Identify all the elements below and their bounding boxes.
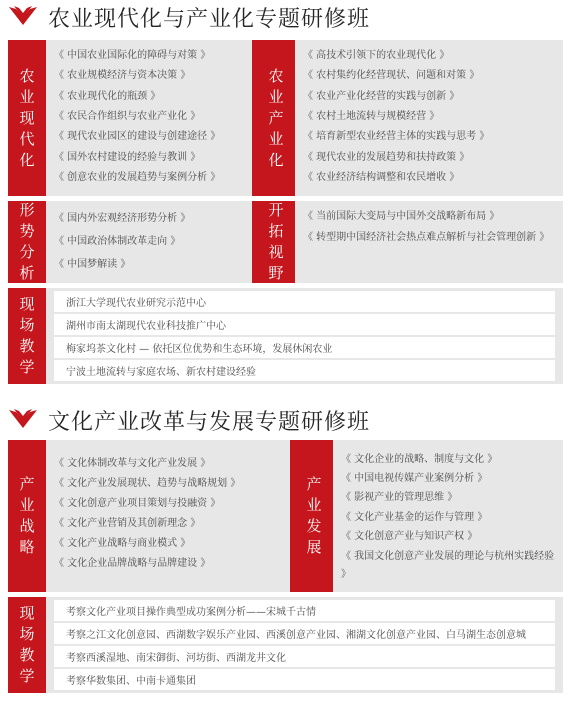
list-item: 《 影视产业的管理思维 》 <box>341 492 458 504</box>
table-row: 宁波土地流转与家庭农场、新农村建设经验 <box>54 360 555 381</box>
list-item: 《 中国农业国际化的障碍与对策 》 <box>54 50 211 62</box>
list-item: 《 农业经济结构调整和农民增收 》 <box>303 171 460 183</box>
list-item: 《 文化产业基金的运作与管理 》 <box>341 511 488 523</box>
list-item: 《 高技术引领下的农业现代化 》 <box>303 50 450 62</box>
list-item: 《 当前国际大变局与中国外交战略新布局 》 <box>303 211 500 222</box>
list-item: 《 中国梦解读 》 <box>54 259 131 271</box>
table-row: 浙江大学现代农业研究示范中心 <box>54 291 555 312</box>
list-item: 《 中国政治体制改革走向 》 <box>54 235 181 247</box>
section2-header <box>0 405 370 435</box>
block-modernization <box>8 40 252 196</box>
list-item: 《 我国文化创意产业发展的理论与杭州实践经验 》 <box>341 551 555 581</box>
table-row: 梅家坞茶文化村 — 依托区位优势和生态环境，发展休闲农业 <box>54 337 555 358</box>
block-field-culture-rows <box>54 600 555 690</box>
list-item: 《 农业规模经济与资本决策 》 <box>54 70 191 82</box>
list-item: 《 创意农业的发展趋势与案例分析 》 <box>54 171 221 183</box>
block-field-culture-label: 现 场 教 学 <box>8 597 46 693</box>
table-row: 考察之江文化创意园、西湖数字娱乐产业园、西溪创意产业园、湘湖文化创意产业园、白马湖生态创意城 <box>54 623 555 644</box>
list-item: 《 文化企业品牌战略与品牌建设 》 <box>54 558 211 569</box>
block-situation-label: 形 势 分 析 <box>8 201 46 283</box>
block-industrialization <box>257 40 563 196</box>
block-development <box>295 440 563 592</box>
block-vision-list <box>303 209 549 269</box>
list-item: 《 文化创意产业与知识产权 》 <box>341 530 478 542</box>
list-item: 《 现代农业的发展趋势和扶持政策 》 <box>303 151 470 163</box>
block-strategy <box>8 440 290 592</box>
list-item: 《 文化体制改革与文化产业发展 》 <box>54 458 211 469</box>
list-item: 《 文化企业的战略、制度与文化 》 <box>341 453 498 465</box>
list-item: 《 国外农村建设的经验与教训 》 <box>54 151 201 163</box>
list-item: 《 转型期中国经济社会热点难点解析与社会管理创新 》 <box>303 232 550 243</box>
list-item: 《 农业产业化经营的实践与创新 》 <box>303 90 460 102</box>
block-situation <box>8 201 252 283</box>
list-item: 《 农村土地流转与规模经营 》 <box>303 110 440 122</box>
list-item: 《 农民合作组织与农业产业化 》 <box>54 110 201 122</box>
list-item: 《 文化创意产业项目策划与投融资 》 <box>54 498 221 509</box>
block-development-list <box>341 450 555 586</box>
block-strategy-list <box>54 454 286 574</box>
block-vision-label: 开 拓 视 野 <box>257 201 295 283</box>
list-item: 《 农业现代化的瓶颈 》 <box>54 90 161 102</box>
block-industrialization-label: 农 业 产 业 化 <box>257 40 295 196</box>
block-vision <box>257 201 563 283</box>
list-item: 《 现代农业园区的建设与创建途径 》 <box>54 131 221 143</box>
table-row: 考察华数集团、中南卡通集团 <box>54 669 555 690</box>
list-item: 《 文化产业发展现状、趋势与战略规划 》 <box>54 478 241 489</box>
list-item: 《 文化产业战略与商业模式 》 <box>54 538 191 549</box>
table-row: 湖州市南太湖现代农业科技推广中心 <box>54 314 555 335</box>
block-situation-list <box>54 207 248 277</box>
list-item: 《 农村集约化经营现状、问题和对策 》 <box>303 70 480 82</box>
block-field-agri-label: 现 场 教 学 <box>8 288 46 384</box>
list-item: 《 培育新型农业经营主体的实践与思考 》 <box>303 131 490 143</box>
list-item: 《 文化产业营销及其创新理念 》 <box>54 518 201 529</box>
table-row: 考察西溪湿地、南宋御街、河坊街、西湖龙井文化 <box>54 646 555 667</box>
section2-title: 文化产业改革与发展专题研修班 <box>48 409 371 435</box>
table-row: 考察文化产业项目操作典型成功案例分析——宋城千古情 <box>54 600 555 621</box>
list-item: 《 中国电视传媒产业案例分析 》 <box>341 472 488 484</box>
block-field-agri-rows <box>54 291 555 381</box>
block-strategy-label: 产 业 战 略 <box>8 440 46 592</box>
block-industrialization-list <box>303 46 559 188</box>
red-bird-logo-icon <box>8 5 38 29</box>
section1-header <box>0 2 370 32</box>
block-modernization-list <box>54 46 248 188</box>
red-bird-logo-icon <box>8 408 38 432</box>
block-field-culture <box>8 597 563 693</box>
block-modernization-label: 农 业 现 代 化 <box>8 40 46 196</box>
block-development-label: 产 业 发 展 <box>295 440 333 592</box>
list-item: 《 国内外宏观经济形势分析 》 <box>54 212 191 224</box>
block-field-agri <box>8 288 563 384</box>
section1-title: 农业现代化与产业化专题研修班 <box>48 6 371 32</box>
